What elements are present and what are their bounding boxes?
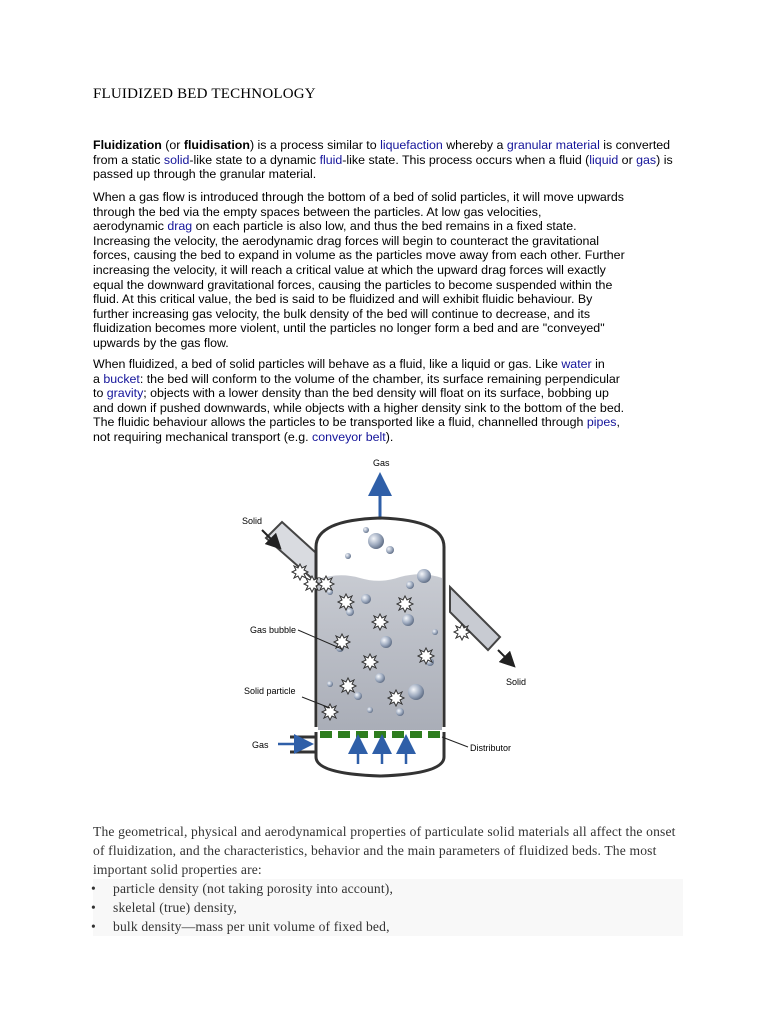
link-fluid[interactable]: fluid (319, 152, 343, 167)
text: aerodynamic (93, 219, 168, 234)
line (93, 415, 683, 430)
line: upwards by the gas flow. (93, 335, 229, 350)
link-drag[interactable]: drag (167, 219, 193, 234)
solid-outlet-pipe (450, 587, 500, 650)
line (93, 372, 683, 387)
diagram-svg (230, 452, 530, 782)
intro-paragraph (93, 138, 683, 182)
line: Increasing the velocity, the aerodynamic drag forces will begin to counteract the gravitational (93, 233, 599, 248)
line (93, 386, 683, 401)
text: ) is a process similar to (249, 138, 381, 152)
label-solid-out: Solid (506, 677, 527, 687)
link-bucket[interactable]: bucket (103, 371, 140, 386)
link-water[interactable]: water (561, 357, 592, 371)
text: not requiring mechanical transport (e.g. (93, 429, 313, 444)
label-gas-bubble: Gas bubble (250, 625, 297, 635)
line: and down if pushed downwards, while objects with a higher density sink to the bottom of the bed. (93, 400, 625, 415)
text: -like state to a dynamic (189, 152, 320, 167)
line: equal the downward gravitational forces, causing the particles to become suspended within the (93, 277, 613, 292)
line: forces, causing the bed to expand in volume as the particles move away from each other. Further (93, 248, 625, 263)
label-gas-top: Gas (373, 458, 390, 468)
link-conveyor-belt[interactable]: conveyor belt (312, 429, 386, 444)
line (93, 219, 683, 234)
text: or (618, 152, 637, 167)
text: is converted from a static (93, 138, 671, 167)
fluidized-bed-diagram (230, 452, 530, 782)
label-distributor: Distributor (470, 743, 512, 753)
line: further increasing gas velocity, the bulk density of the bed will continue to decrease, and its (93, 306, 591, 321)
label-solid-particle: Solid particle (244, 686, 296, 696)
label-gas-in: Gas (252, 740, 269, 750)
text: whereby a (442, 138, 507, 152)
line: through the bed via the empty spaces between the particles. At low gas velocities, (93, 204, 542, 219)
text: a (93, 371, 104, 386)
gas-flow-paragraph (93, 190, 683, 351)
page-title: FLUIDIZED BED TECHNOLOGY (93, 86, 316, 102)
distributor-plate (318, 730, 442, 739)
text: -like state. This process occurs when a fluid ( (342, 152, 590, 167)
link-liquefaction[interactable]: liquefaction (380, 138, 443, 152)
text: ; objects with a lower density than the bed density will float on its surface, bobbing up (143, 386, 609, 401)
text: : the bed will conform to the volume of the chamber, its surface remaining perpendicular (139, 371, 620, 386)
term-fluidisation: fluidisation (183, 138, 250, 152)
label-solid-in: Solid (242, 516, 263, 526)
solid-out-arrow (498, 650, 510, 662)
line: When a gas flow is introduced through the bottom of a bed of solid particles, it will move upwards (93, 190, 625, 204)
line (93, 357, 683, 372)
text: ). (385, 429, 394, 444)
line: fluid. At this critical value, the bed is said to be fluidized and will exhibit fluidic behaviour. By (93, 292, 593, 307)
properties-intro: The geometrical, physical and aerodynamical properties of particulate solid materials all affect the onset of fluidization, and the characteristics, behavior and the main parameters of fluidized beds. The most important solid properties are: (93, 824, 676, 877)
leader-line (442, 737, 468, 747)
text: on each particle is also low, and thus the bed remains in a fixed state. (192, 219, 577, 234)
list-item: • skeletal (true) density, (93, 898, 683, 917)
line: increasing the velocity, it will reach a critical value at which the upward drag forces will exactly (93, 262, 606, 277)
term-fluidization: Fluidization (93, 138, 162, 152)
line (93, 430, 683, 445)
list-item: • particle density (not taking porosity into account), (93, 879, 683, 898)
fluid-behaviour-paragraph (93, 357, 683, 445)
text: When fluidized, a bed of solid particles will behave as a fluid, like a liquid or gas. Like (93, 357, 562, 371)
text: to (93, 386, 107, 401)
link-gas[interactable]: gas (636, 152, 657, 167)
text: in (591, 357, 605, 371)
text: The fluidic behaviour allows the particles to be transported like a fluid, channelled through (93, 415, 587, 430)
line: fluidization becomes more violent, until the particles no longer form a bed and are "conveyed" (93, 321, 605, 336)
list-item: • bulk density—mass per unit volume of fixed bed, (93, 917, 683, 936)
text: , (616, 415, 620, 430)
solid-properties-section (93, 822, 683, 936)
text: ) is passed up through the granular material. (93, 152, 673, 182)
link-solid[interactable]: solid (163, 152, 190, 167)
link-pipes[interactable]: pipes (586, 415, 617, 430)
text: (or (161, 138, 184, 152)
link-gravity[interactable]: gravity (106, 386, 144, 401)
link-liquid[interactable]: liquid (589, 152, 619, 167)
link-granular-material[interactable]: granular material (506, 138, 600, 152)
properties-list (93, 879, 683, 936)
